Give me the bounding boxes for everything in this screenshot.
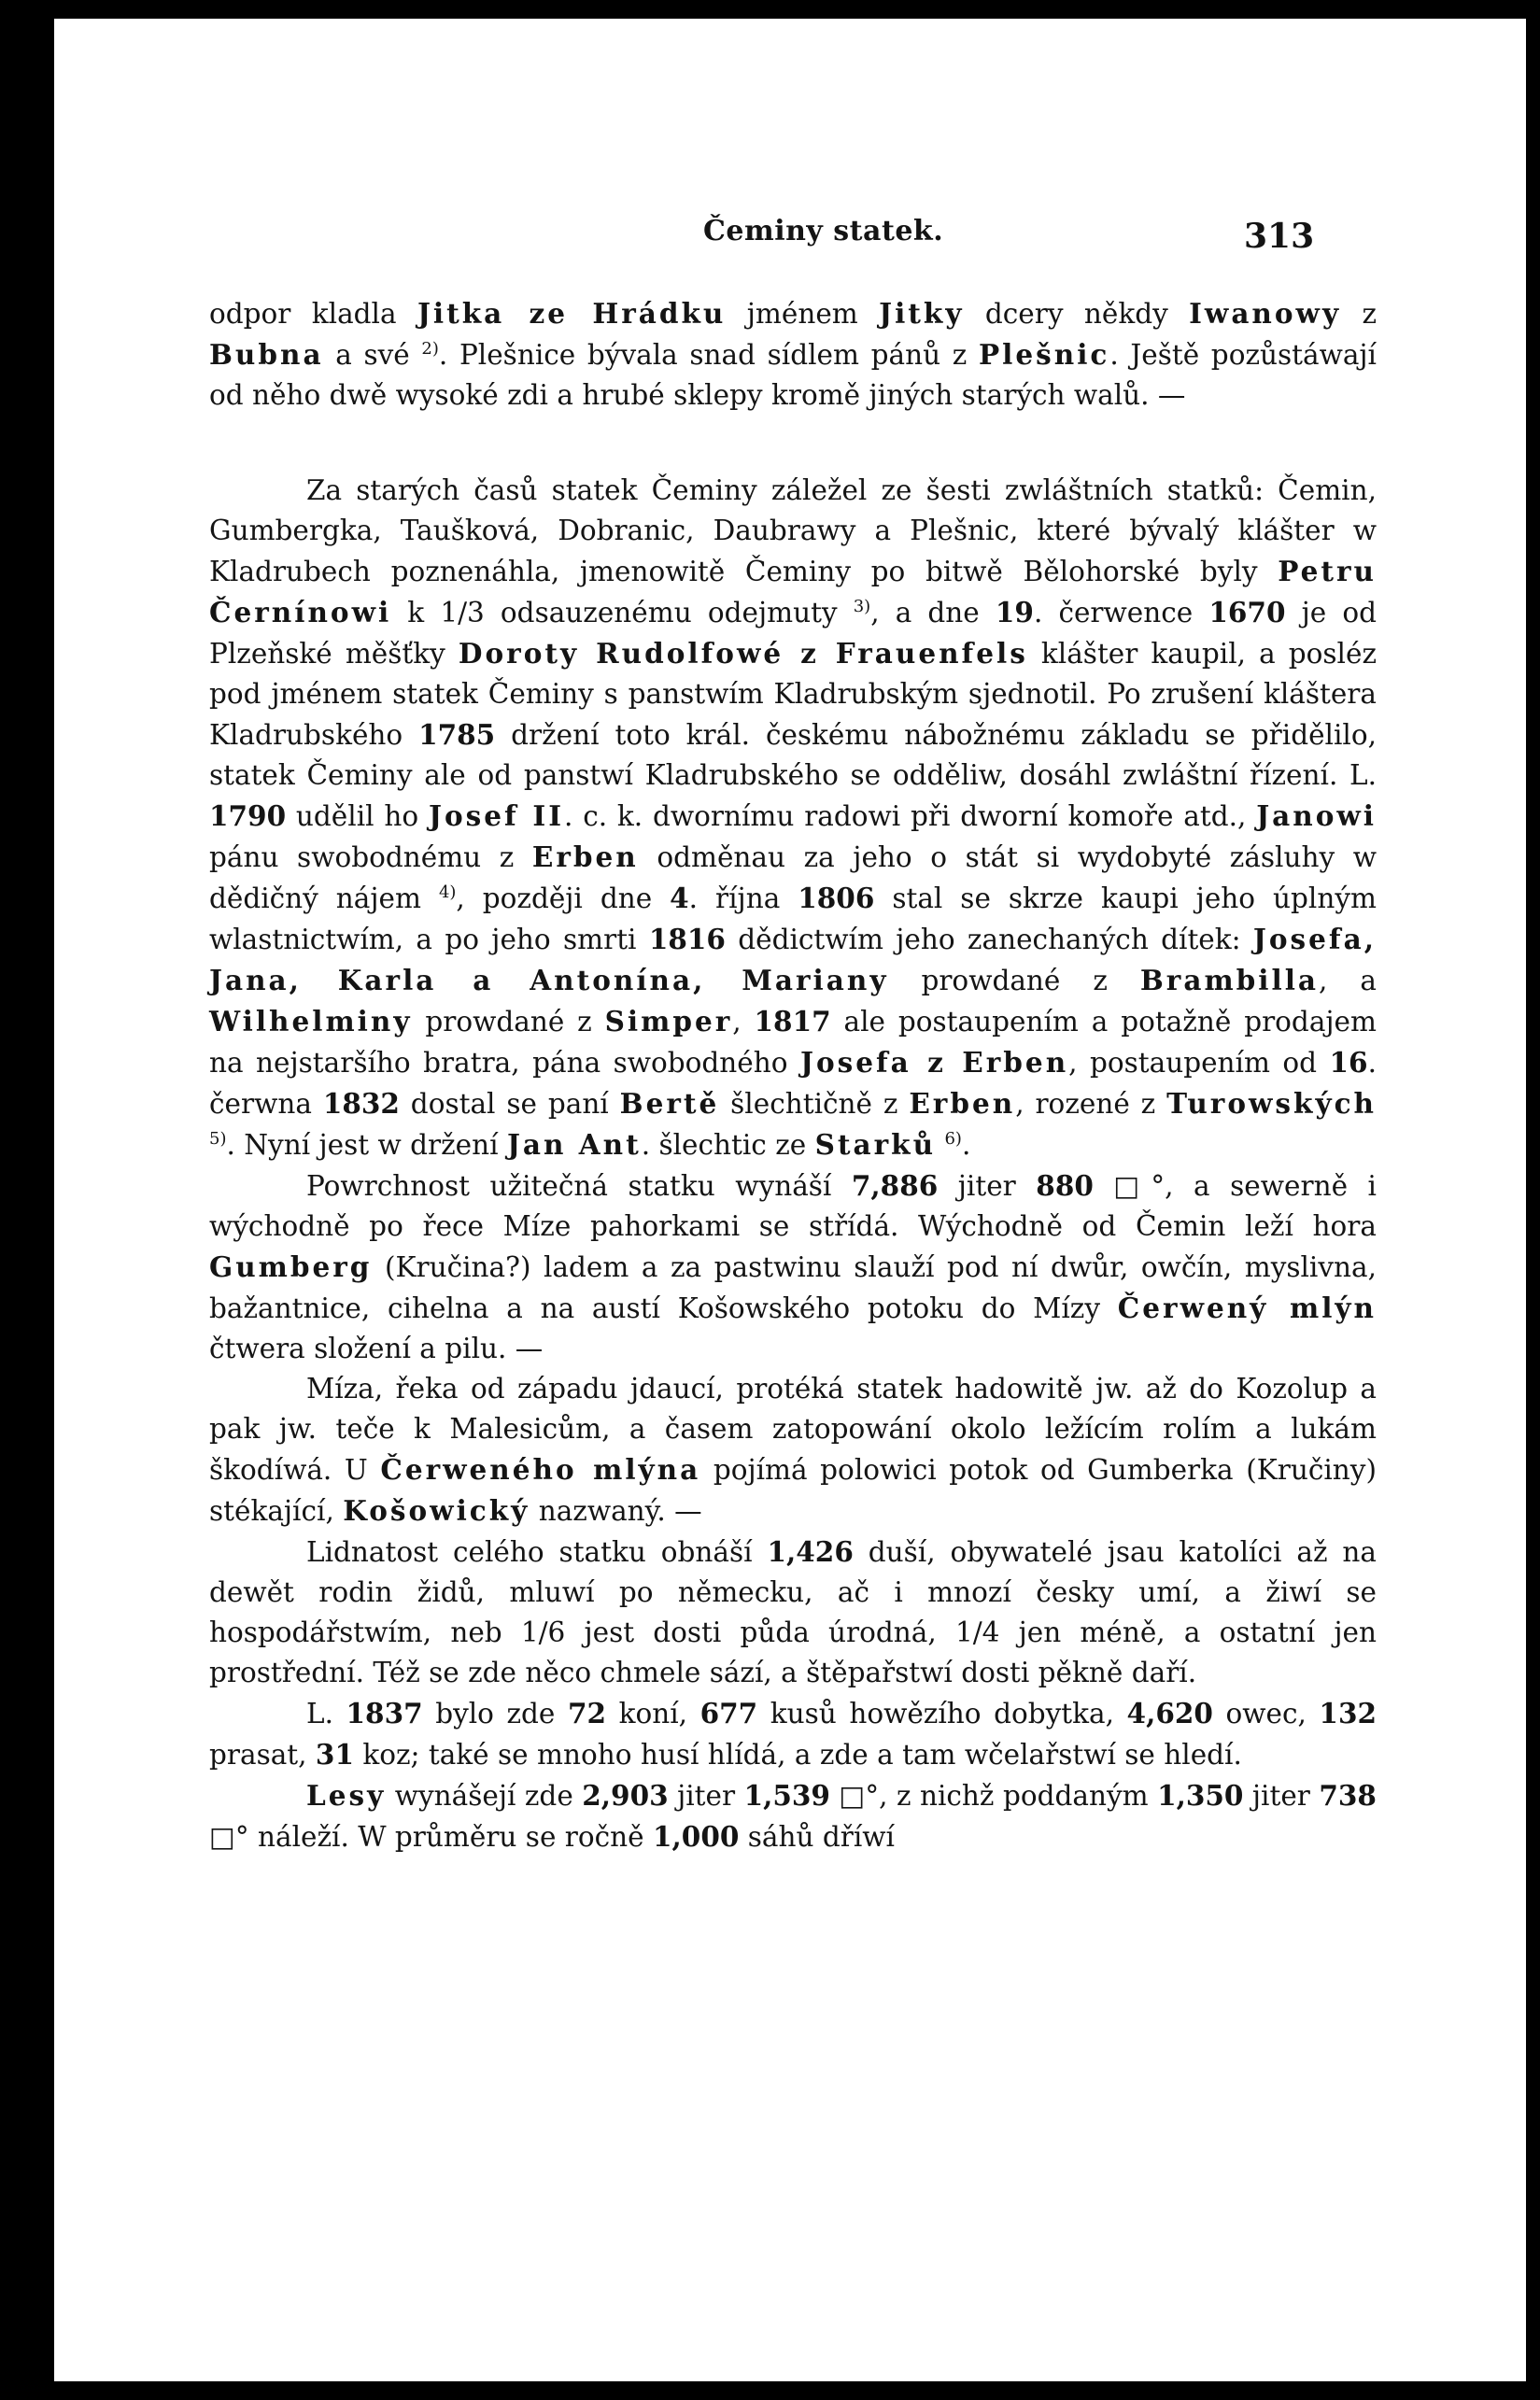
spaced-name: Čerweného mlýna <box>380 1453 701 1486</box>
spaced-name: Jitky <box>879 297 965 330</box>
text-run: prowdané z <box>412 1006 605 1038</box>
text-run: 16 <box>1329 1046 1368 1079</box>
spaced-name: Košowický <box>343 1494 530 1527</box>
spaced-name: Turowských <box>1166 1087 1377 1120</box>
spaced-name: Bertě <box>619 1087 720 1120</box>
text-run: , a <box>1319 965 1377 996</box>
text-run: jiter <box>1243 1780 1320 1812</box>
text-run: odpor kladla <box>209 298 417 330</box>
text-run: , rozené z <box>1015 1088 1167 1120</box>
text-run: 1832 <box>322 1087 400 1120</box>
spaced-name: Erben <box>909 1087 1016 1120</box>
paragraph <box>209 293 1377 416</box>
text-run: 2,903 <box>582 1779 669 1812</box>
text-run: jménem <box>726 298 880 330</box>
spaced-name: Simper <box>604 1005 733 1038</box>
spaced-name: Jitka ze Hrádku <box>417 297 727 330</box>
text-run: □°, z nichž poddaným <box>829 1780 1158 1812</box>
text-run: , <box>732 1006 755 1038</box>
text-run: . října <box>688 882 798 914</box>
text-run: koní, <box>606 1698 700 1729</box>
text-run: 1/3 <box>440 597 485 628</box>
paragraph <box>209 1532 1377 1693</box>
text-run: 1,000 <box>653 1820 740 1853</box>
spaced-name: Josefa, Jana, Karla a Antonína, Mariany <box>209 923 1377 996</box>
text-run: čtwera složení a pilu. — <box>209 1333 544 1364</box>
text-run: šlechtičně z <box>719 1088 910 1120</box>
spaced-name: Josefa z Erben <box>799 1046 1069 1079</box>
text-run: dostal se paní <box>399 1088 620 1120</box>
page-header <box>54 215 1526 271</box>
text-run: □° náleží. W průměru se ročně <box>209 1821 653 1853</box>
text-run: . čerwna <box>209 1047 1377 1120</box>
footnote-ref: 5) <box>209 1129 227 1150</box>
text-run: kusů howězího dobytka, <box>757 1698 1127 1729</box>
text-run: , později dne <box>456 882 671 914</box>
text-run: prasat, <box>209 1739 316 1771</box>
text-run: wynášejí zde <box>386 1780 583 1812</box>
text-run: , postaupením od <box>1068 1047 1330 1079</box>
text-run: 677 <box>699 1697 758 1729</box>
text-run: 4 <box>670 882 689 914</box>
spaced-name: Lesy <box>306 1779 387 1812</box>
text-run: 1670 <box>1208 596 1286 628</box>
text-run: klášter kaupil, a posléz pod jménem statek Čeminy s panstwím Kladrubským sjednotil. Po zrušení kláštera Kladrubského <box>209 638 1377 751</box>
spaced-name: Doroty Rudolfowé z Frauenfels <box>458 637 1028 670</box>
text-run: Powrchnost užitečná statku wynáší <box>306 1170 852 1202</box>
text-run: 1785 <box>418 718 496 751</box>
text-run: 1806 <box>798 882 875 914</box>
text-run: jiter <box>668 1780 744 1812</box>
spaced-name: Josef II <box>428 799 564 832</box>
spaced-name: Starků <box>814 1128 937 1161</box>
text-run: Lidnatost celého statku obnáší <box>306 1536 768 1568</box>
text-run: k <box>391 597 441 628</box>
spaced-name: Jan Ant <box>506 1128 642 1161</box>
text-run: 1,350 <box>1157 1779 1244 1812</box>
body-text <box>209 293 1377 1857</box>
text-run: (Kručina?) ladem a za pastwinu slauží pod ní dwůr, owčín, myslivna, bažantnice, cihelna a na austí Košowského potoku do Mízy <box>209 1251 1377 1324</box>
text-run: . šlechtic ze <box>641 1129 815 1161</box>
text-run: Míza, řeka od západu jdaucí, protéká statek hadowitě jw. až do Kozolup a pak jw. teče k Malesicům, a časem zatopowání okolo ležícím rolím a lukám škodíwá. U <box>209 1373 1377 1486</box>
text-run: dědictwím jeho zanechaných dítek: <box>725 924 1253 955</box>
running-title: Čeminy statek. <box>703 215 944 247</box>
text-run: stal se skrze kaupi jeho úplným wlastnictwím, a po jeho smrti <box>209 882 1377 955</box>
text-run: udělil ho <box>286 800 429 832</box>
text-run: owec, <box>1212 1698 1320 1729</box>
footnote-ref: 3) <box>853 597 871 617</box>
paragraph <box>209 1775 1377 1857</box>
text-run: koz; také se mnoho husí hlídá, a zde a tam wčelařstwí se hledí. <box>353 1739 1242 1771</box>
text-run: 72 <box>567 1697 607 1729</box>
text-run: duší, obywatelé jsau katolíci až na dewět rodin židů, mluwí po německu, ač i mnozí česky umí, a žiwí se hospodářstwím, neb <box>209 1536 1377 1648</box>
text-run: bylo zde <box>422 1698 568 1729</box>
text-run: jen méně, a ostatní jen prostřední. Též se zde něco chmele sází, a štěpařstwí dosti pěkně daří. <box>209 1616 1378 1688</box>
paragraph <box>209 471 1377 1165</box>
spaced-name: Petru Černínowi <box>209 555 1377 628</box>
text-run: L. <box>306 1698 346 1729</box>
text-run: . Ještě pozůstáwají od něho dwě wysoké zdi a hrubé sklepy kromě jiných starých walů. — <box>209 339 1377 411</box>
text-run: , a dne <box>870 597 996 628</box>
spaced-name: Erben <box>531 840 639 873</box>
text-run: 1,426 <box>767 1535 854 1568</box>
spaced-name: Iwanowy <box>1189 297 1342 330</box>
text-run: držení toto král. českému nábožnému základu se přidělilo, statek Čeminy ale od panstwí Kladrubského se odděliw, dosáhl zwláštní řízení. L. <box>209 719 1377 791</box>
text-run: ale postaupením a potažně prodajem na nejstaršího bratra, pána swobodného <box>209 1006 1377 1079</box>
text-run: a své <box>323 339 422 371</box>
spaced-name: Plešnic <box>978 338 1110 371</box>
text-run: 1,539 <box>743 1779 830 1812</box>
text-run: jest dosti půda úrodná, <box>565 1616 955 1648</box>
text-run: 1816 <box>648 923 726 955</box>
footnote-ref: 2) <box>421 339 439 360</box>
text-run: 1/4 <box>954 1616 1000 1648</box>
text-run: nazwaný. — <box>530 1495 702 1527</box>
text-run: □°, a sewerně i wýchodně po řece Míze pahorkami se střídá. Wýchodně od Čemin leží hora <box>209 1170 1377 1242</box>
text-run: . čerwence <box>1033 597 1209 628</box>
text-run: 7,886 <box>851 1169 939 1202</box>
text-run: odměnau za jeho o stát si wydobyté zásluhy w dědičný nájem <box>209 841 1377 914</box>
scan-border <box>0 2381 1540 2400</box>
text-run: 19 <box>995 596 1034 628</box>
text-run: prowdané z <box>888 965 1140 996</box>
text-run: odsauzenému odejmuty <box>484 597 854 628</box>
text-run: 132 <box>1319 1697 1378 1729</box>
text-run: 4,620 <box>1126 1697 1213 1729</box>
page-number: 313 <box>1244 217 1315 256</box>
paragraph <box>209 1693 1377 1775</box>
spaced-name: Wilhelminy <box>209 1005 413 1038</box>
text-run: 880 <box>1036 1169 1094 1202</box>
text-run: pojímá polowici potok od Gumberka (Kručiny) stékající, <box>209 1454 1377 1527</box>
text-run: 31 <box>315 1738 354 1771</box>
text-run: je od Plzeňské měšťky <box>209 597 1377 670</box>
spaced-name: Gumberg <box>209 1250 373 1283</box>
text-run: dcery někdy <box>964 298 1190 330</box>
text-run: . Nyní jest w držení <box>226 1129 507 1161</box>
text-run: 1790 <box>209 799 287 832</box>
paragraph <box>209 1165 1377 1369</box>
text-run: jiter <box>938 1170 1037 1202</box>
text-run: . <box>961 1129 971 1161</box>
text-run: z <box>1341 298 1378 330</box>
text-run: 738 <box>1319 1779 1377 1812</box>
spaced-name: Bubna <box>209 338 324 371</box>
book-page <box>54 19 1526 2381</box>
spaced-name: Čerwený mlýn <box>1117 1292 1377 1324</box>
text-run: 1/6 <box>520 1616 566 1648</box>
text-run: sáhů dříwí <box>739 1821 895 1853</box>
text-run: 1837 <box>346 1697 423 1729</box>
text-run: pánu swobodnému z <box>209 841 532 873</box>
spaced-name: Brambilla <box>1139 964 1320 996</box>
paragraph <box>209 1369 1377 1532</box>
footnote-ref: 4) <box>438 882 457 903</box>
spaced-name: Janowi <box>1256 799 1377 832</box>
text-run: 1817 <box>754 1005 831 1038</box>
text-run: Za starých časů statek Čeminy záležel ze šesti zwláštních statků: Čemin, Gumbergka, Taušková, Dobranic, Daubrawy a Plešnic, které bývalý klášter w Kladrubech poznenáhla, jmenowitě Čeminy po bitwě Bělohorské byly <box>209 474 1377 587</box>
text-run: . c. k. dwornímu radowi při dworní komoře atd., <box>564 800 1257 832</box>
footnote-ref: 6) <box>944 1129 962 1150</box>
text-run: . Plešnice bývala snad sídlem pánů z <box>438 339 979 371</box>
